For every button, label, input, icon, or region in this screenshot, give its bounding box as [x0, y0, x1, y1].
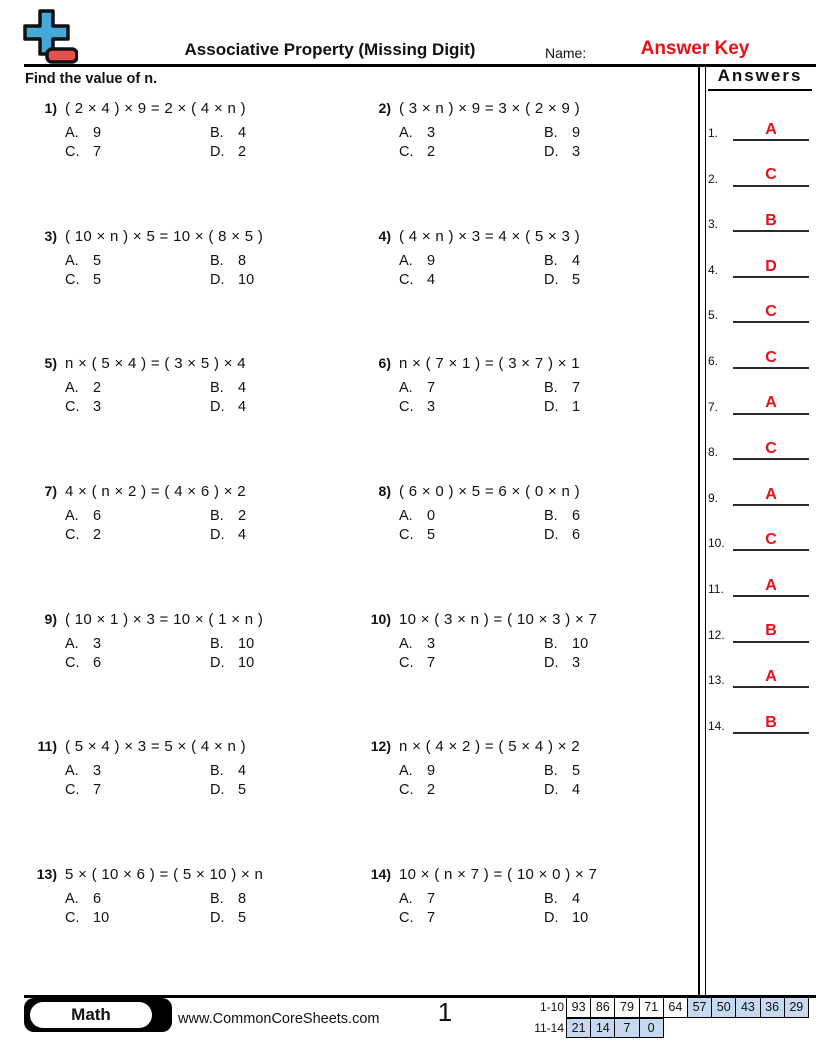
score-cell: 21 [566, 1018, 591, 1038]
choice-a: A. 3 [399, 125, 436, 141]
choice-c: C. 3 [399, 399, 436, 416]
page-title: Associative Property (Missing Digit) [184, 40, 476, 59]
score-cell: 7 [614, 1018, 639, 1038]
problem-number: 6) [378, 355, 391, 372]
answer-blank: A [733, 393, 809, 414]
problem-6 [359, 355, 693, 483]
problem-equation: 5 × ( 10 × 6 ) = ( 5 × 10 ) × n [65, 866, 264, 884]
score-cell: 79 [614, 997, 639, 1018]
problem-2 [359, 100, 693, 228]
problem-number: 1) [44, 100, 57, 116]
score-cell: 43 [735, 997, 760, 1018]
choice-a: A. 3 [399, 635, 436, 652]
choice-d: D. 6 [544, 527, 581, 544]
choice-a: A. 7 [399, 380, 436, 397]
problem-9 [25, 611, 359, 739]
answer-item-1: 1. A [708, 113, 812, 141]
choice-a: A. 5 [65, 252, 102, 269]
answer-blank: C [733, 530, 809, 551]
commoncoresheets-logo [20, 8, 78, 71]
problem-number: 7) [44, 483, 57, 500]
choice-d: D. 5 [210, 782, 247, 799]
score-row-1-10 [524, 997, 809, 1018]
problem-11 [25, 738, 359, 866]
choice-c: C. 3 [65, 399, 102, 416]
score-cell: 0 [639, 1018, 664, 1038]
answers-divider-inner [705, 64, 707, 997]
problem-number: 13) [36, 866, 57, 883]
problem-equation: ( 10 × n ) × 5 = 10 × ( 8 × 5 ) [65, 227, 264, 245]
choice-b: B. 4 [544, 252, 581, 269]
answer-item-10: 10. C [708, 523, 812, 551]
choice-a: A. 3 [65, 763, 102, 780]
problem-number: 8) [378, 483, 391, 500]
score-cell: 36 [760, 997, 785, 1018]
problem-number: 2) [378, 100, 391, 116]
answer-blank: C [733, 348, 809, 369]
answer-blank: A [733, 485, 809, 506]
problem-number: 4) [378, 227, 391, 244]
problem-number: 14) [370, 866, 391, 883]
choice-d: D. 1 [544, 399, 581, 416]
answer-blank: B [733, 211, 809, 232]
answer-item-2: 2. C [708, 159, 812, 187]
score-row-11-14 [524, 1018, 809, 1039]
choice-a: A. 2 [65, 380, 102, 397]
answer-blank: D [733, 257, 809, 278]
score-cell: 86 [590, 997, 615, 1018]
problems-grid [25, 100, 693, 994]
answer-item-11: 11. A [708, 569, 812, 597]
problem-1 [25, 100, 359, 228]
choice-c: C. 2 [65, 527, 102, 544]
answer-item-4: 4. D [708, 250, 812, 278]
choice-c: C. 2 [399, 144, 436, 160]
subject-badge [24, 998, 172, 1032]
choice-b: B. 4 [210, 125, 247, 141]
problem-5 [25, 355, 359, 483]
answers-list [708, 113, 812, 734]
answer-item-8: 8. C [708, 432, 812, 460]
choice-d: D. 5 [544, 271, 581, 288]
choice-c: C. 5 [65, 271, 102, 288]
answer-item-13: 13. A [708, 660, 812, 688]
page-number: 1 [437, 997, 453, 1027]
problem-number: 5) [44, 355, 57, 372]
problem-number: 3) [44, 227, 57, 244]
choice-d: D. 4 [210, 399, 247, 416]
score-cell: 71 [639, 997, 664, 1018]
choice-b: B. 2 [210, 508, 247, 525]
problem-equation: ( 2 × 4 ) × 9 = 2 × ( 4 × n ) [65, 100, 246, 117]
choice-b: B. 6 [544, 508, 581, 525]
problem-13 [25, 866, 359, 994]
answers-title: Answers [708, 66, 812, 91]
choice-c: C. 7 [65, 144, 102, 160]
choice-d: D. 10 [210, 271, 255, 288]
choice-b: B. 5 [544, 763, 581, 780]
problem-number: 11) [37, 738, 57, 755]
problem-7 [25, 483, 359, 611]
choice-c: C. 5 [399, 527, 436, 544]
choice-a: A. 7 [399, 891, 436, 908]
problem-number: 9) [44, 610, 57, 627]
problem-equation: ( 5 × 4 ) × 3 = 5 × ( 4 × n ) [65, 738, 246, 756]
choice-d: D. 2 [210, 144, 247, 160]
problem-14 [359, 866, 693, 994]
score-cell: 50 [711, 997, 736, 1018]
answer-item-5: 5. C [708, 295, 812, 323]
score-cell: 64 [663, 997, 688, 1018]
problem-number: 10) [370, 610, 391, 627]
choice-d: D. 10 [210, 654, 255, 671]
score-cell: 14 [590, 1018, 615, 1038]
plus-minus-icon [20, 8, 78, 66]
subject-label: Math [30, 1002, 152, 1028]
choice-a: A. 3 [65, 635, 102, 652]
choice-b: B. 4 [210, 380, 247, 397]
choice-b: B. 8 [210, 891, 247, 908]
choice-a: A. 9 [399, 252, 436, 269]
score-cell: 93 [566, 997, 591, 1018]
choice-a: A. 0 [399, 508, 436, 525]
score-cell: 29 [784, 997, 809, 1018]
answer-blank: B [733, 713, 809, 734]
choice-a: A. 9 [399, 763, 436, 780]
answer-item-12: 12. B [708, 615, 812, 643]
answer-blank: A [733, 667, 809, 688]
choice-a: A. 6 [65, 508, 102, 525]
answer-blank: C [733, 439, 809, 460]
score-row-label: 1-10 [539, 1000, 564, 1014]
problem-equation: 10 × ( n × 7 ) = ( 10 × 0 ) × 7 [399, 866, 598, 884]
problem-equation: ( 4 × n ) × 3 = 4 × ( 5 × 3 ) [399, 227, 580, 245]
answer-blank: B [733, 621, 809, 642]
problem-equation: 10 × ( 3 × n ) = ( 10 × 3 ) × 7 [399, 610, 598, 628]
problem-equation: ( 6 × 0 ) × 5 = 6 × ( 0 × n ) [399, 483, 580, 501]
problem-10 [359, 611, 693, 739]
answer-item-3: 3. B [708, 204, 812, 232]
score-row-label: 11-14 [534, 1021, 564, 1035]
answer-item-6: 6. C [708, 341, 812, 369]
choice-d: D. 4 [544, 782, 581, 799]
answer-item-7: 7. A [708, 387, 812, 415]
problem-equation: 4 × ( n × 2 ) = ( 4 × 6 ) × 2 [65, 483, 246, 501]
problem-equation: n × ( 7 × 1 ) = ( 3 × 7 ) × 1 [399, 355, 580, 373]
choice-d: D. 10 [544, 910, 589, 927]
choice-d: D. 3 [544, 144, 581, 160]
choice-c: C. 7 [399, 910, 436, 927]
problem-equation: n × ( 4 × 2 ) = ( 5 × 4 ) × 2 [399, 738, 580, 756]
choice-c: C. 7 [65, 782, 102, 799]
choice-c: C. 2 [399, 782, 436, 799]
problem-equation: n × ( 5 × 4 ) = ( 3 × 5 ) × 4 [65, 355, 246, 373]
choice-b: B. 10 [544, 635, 589, 652]
choice-c: C. 4 [399, 271, 436, 288]
choice-b: B. 4 [210, 763, 247, 780]
website-url: www.CommonCoreSheets.com [178, 1011, 380, 1027]
score-table [524, 997, 809, 1039]
problem-12 [359, 738, 693, 866]
problem-equation: ( 10 × 1 ) × 3 = 10 × ( 1 × n ) [65, 610, 264, 628]
answers-divider-outer [698, 64, 700, 997]
score-cell: 57 [687, 997, 712, 1018]
answer-key-text: Answer Key [640, 38, 750, 59]
problem-4 [359, 228, 693, 356]
problem-3 [25, 228, 359, 356]
answer-item-14: 14. B [708, 706, 812, 734]
answer-blank: C [733, 302, 809, 323]
choice-b: B. 7 [544, 380, 581, 397]
answer-blank: C [733, 165, 809, 186]
answer-item-9: 9. A [708, 478, 812, 506]
instruction-text: Find the value of n. [25, 71, 158, 87]
choice-c: C. 6 [65, 654, 102, 671]
choice-d: D. 4 [210, 527, 247, 544]
choice-c: C. 10 [65, 910, 110, 927]
answer-blank: A [733, 576, 809, 597]
choice-b: B. 8 [210, 252, 247, 269]
answers-panel [708, 66, 812, 751]
problem-equation: ( 3 × n ) × 9 = 3 × ( 2 × 9 ) [399, 100, 580, 117]
choice-a: A. 9 [65, 125, 102, 141]
choice-c: C. 7 [399, 654, 436, 671]
choice-d: D. 5 [210, 910, 247, 927]
choice-b: B. 9 [544, 125, 581, 141]
problem-8 [359, 483, 693, 611]
choice-d: D. 3 [544, 654, 581, 671]
choice-b: B. 4 [544, 891, 581, 908]
problem-number: 12) [370, 738, 391, 755]
choice-b: B. 10 [210, 635, 255, 652]
choice-a: A. 6 [65, 891, 102, 908]
name-label: Name: [545, 45, 587, 61]
answer-blank: A [733, 120, 809, 141]
